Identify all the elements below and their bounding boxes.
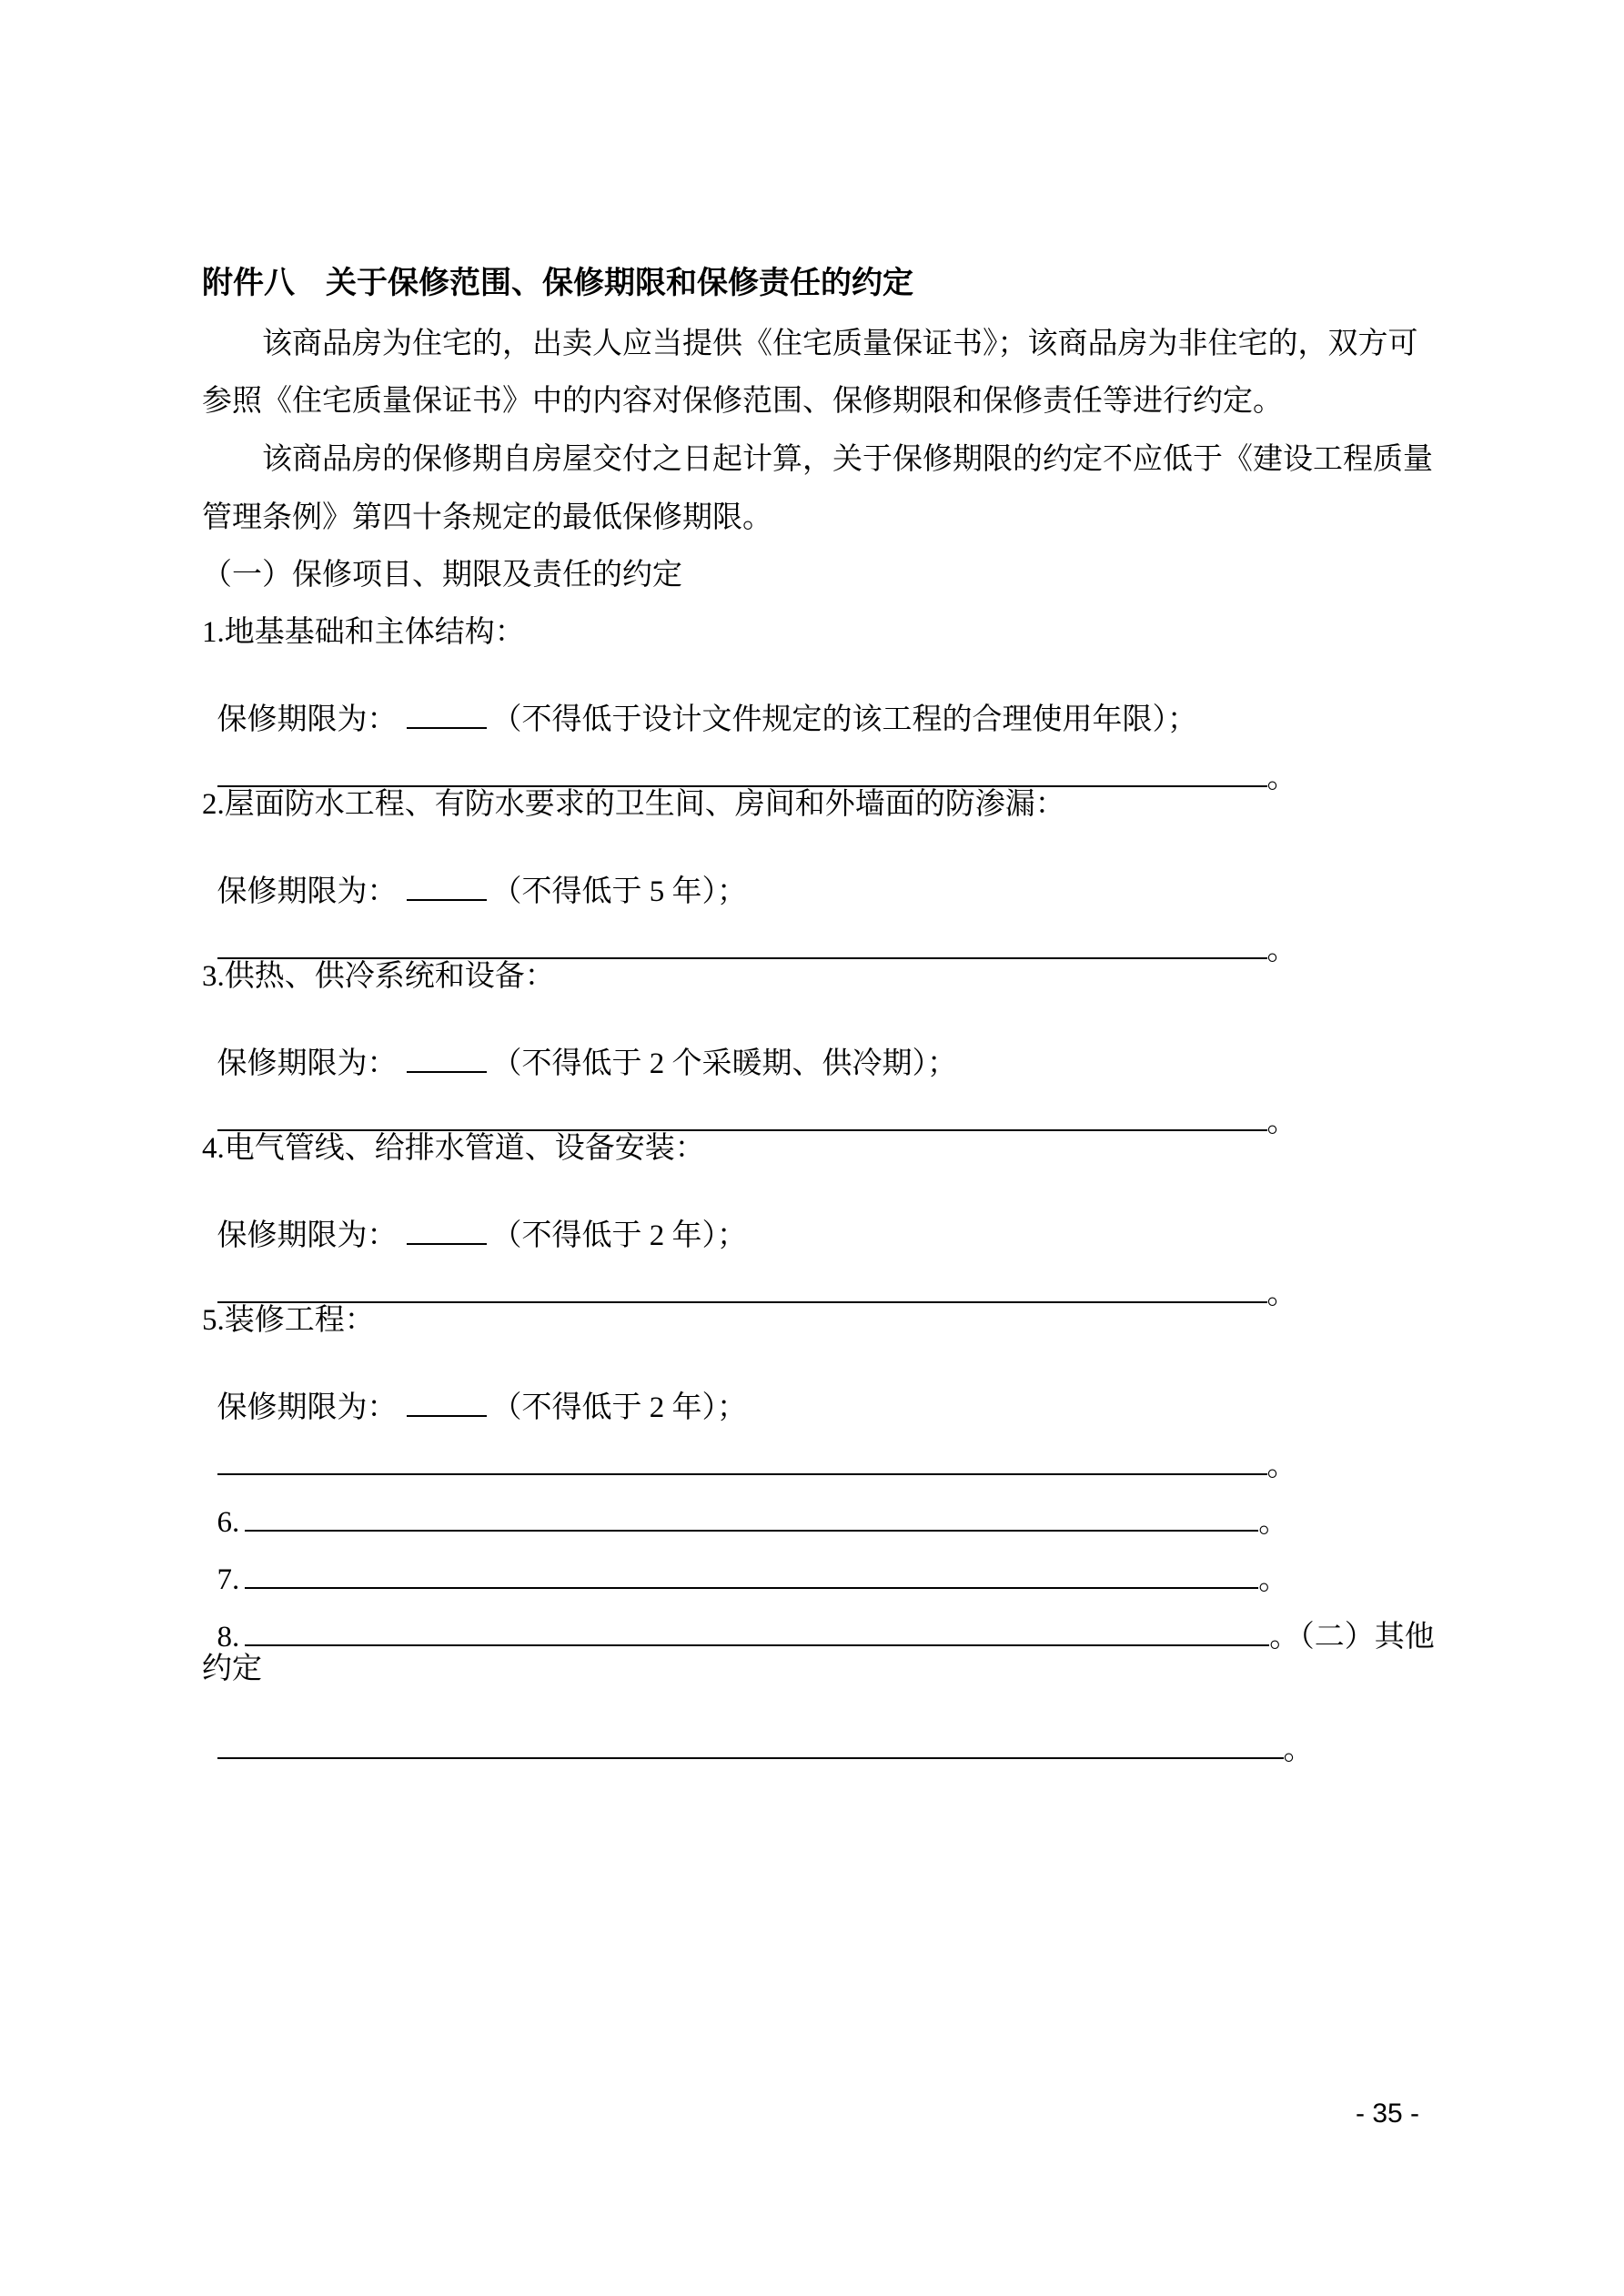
warranty-period-label: 保修期限为： — [217, 1219, 398, 1252]
fill-blank-line-8 — [245, 1624, 1269, 1646]
item-3-warranty-line — [202, 1019, 957, 1079]
period-mark: 。 — [1283, 1734, 1314, 1766]
section-two-heading: （二）其他 — [1299, 1621, 1435, 1654]
warranty-period-label: 保修期限为： — [217, 1391, 398, 1424]
fill-blank-period-2 — [407, 879, 487, 901]
fill-blank-period-4 — [407, 1223, 487, 1245]
fill-blank-line-6 — [245, 1510, 1258, 1532]
fill-blank-line-2 — [217, 937, 1267, 959]
item-2-warranty-line — [202, 847, 747, 907]
item-7-row — [202, 1535, 1288, 1595]
item-1-warranty-line — [202, 675, 1197, 735]
item-6-row — [202, 1478, 1288, 1538]
fill-blank-line-5 — [217, 1453, 1267, 1475]
period-mark: 。 — [1266, 762, 1297, 794]
item-2-note: （不得低于 5 年）； — [491, 875, 747, 908]
warranty-period-label: 保修期限为： — [217, 703, 398, 736]
item-4-heading: 4.电气管线、给排水管道、设备安装： — [202, 1132, 705, 1165]
period-mark: 。 — [1258, 1563, 1289, 1596]
item-1-note: （不得低于设计文件规定的该工程的合理使用年限）； — [491, 703, 1197, 736]
fill-blank-period-1 — [407, 707, 487, 729]
item-8-number: 8. — [217, 1621, 240, 1654]
item-3-response-line — [202, 1077, 1297, 1138]
item-6-number: 6. — [217, 1506, 240, 1539]
item-5-response-line — [202, 1421, 1297, 1482]
item-5-note: （不得低于 2 年）； — [491, 1391, 747, 1424]
fill-blank-line-other — [217, 1737, 1284, 1759]
item-7-number: 7. — [217, 1563, 240, 1596]
section-two-heading-wrap: 约定 — [202, 1653, 262, 1685]
warranty-period-label: 保修期限为： — [217, 875, 398, 908]
fill-blank-line-7 — [245, 1567, 1258, 1589]
fill-blank-line-1 — [217, 765, 1267, 787]
para-residential-line1: 该商品房为住宅的，出卖人应当提供《住宅质量保证书》；该商品房为非住宅的，双方可 — [262, 328, 1418, 360]
period-mark: 。 — [1266, 934, 1297, 966]
item-4-response-line — [202, 1249, 1297, 1310]
item-5-heading: 5.装修工程： — [202, 1304, 375, 1337]
item-1-heading: 1.地基基础和主体结构： — [202, 616, 525, 649]
item-8-row — [202, 1593, 1435, 1653]
period-mark: 。 — [1266, 1278, 1297, 1310]
period-mark: 。 — [1269, 1621, 1300, 1654]
fill-blank-period-3 — [407, 1051, 487, 1073]
para-warranty-start-line1: 该商品房的保修期自房屋交付之日起计算，关于保修期限的约定不应低于《建设工程质量 — [262, 443, 1433, 476]
fill-blank-line-4 — [217, 1281, 1267, 1303]
section-one-heading: （一）保修项目、期限及责任的约定 — [202, 559, 682, 592]
other-agreement-line — [202, 1705, 1314, 1765]
attachment-title: 附件八 关于保修范围、保修期限和保修责任的约定 — [202, 267, 913, 300]
item-2-response-line — [202, 905, 1297, 966]
item-3-heading: 3.供热、供冷系统和设备： — [202, 960, 555, 993]
warranty-period-label: 保修期限为： — [217, 1047, 398, 1080]
fill-blank-period-5 — [407, 1395, 487, 1417]
item-2-heading: 2.屋面防水工程、有防水要求的卫生间、房间和外墙面的防渗漏： — [202, 788, 1065, 821]
period-mark: 。 — [1266, 1450, 1297, 1482]
para-residential-line2: 参照《住宅质量保证书》中的内容对保修范围、保修期限和保修责任等进行约定。 — [202, 385, 1283, 418]
item-3-note: （不得低于 2 个采暖期、供冷期）； — [491, 1047, 957, 1080]
item-4-warranty-line — [202, 1191, 747, 1251]
item-4-note: （不得低于 2 年）； — [491, 1219, 747, 1252]
item-1-response-line — [202, 733, 1297, 794]
item-5-warranty-line — [202, 1363, 747, 1423]
para-warranty-start-line2: 管理条例》第四十条规定的最低保修期限。 — [202, 501, 772, 534]
period-mark: 。 — [1266, 1106, 1297, 1138]
period-mark: 。 — [1258, 1506, 1289, 1539]
page-number: - 35 - — [1356, 2099, 1420, 2129]
fill-blank-line-3 — [217, 1109, 1267, 1131]
